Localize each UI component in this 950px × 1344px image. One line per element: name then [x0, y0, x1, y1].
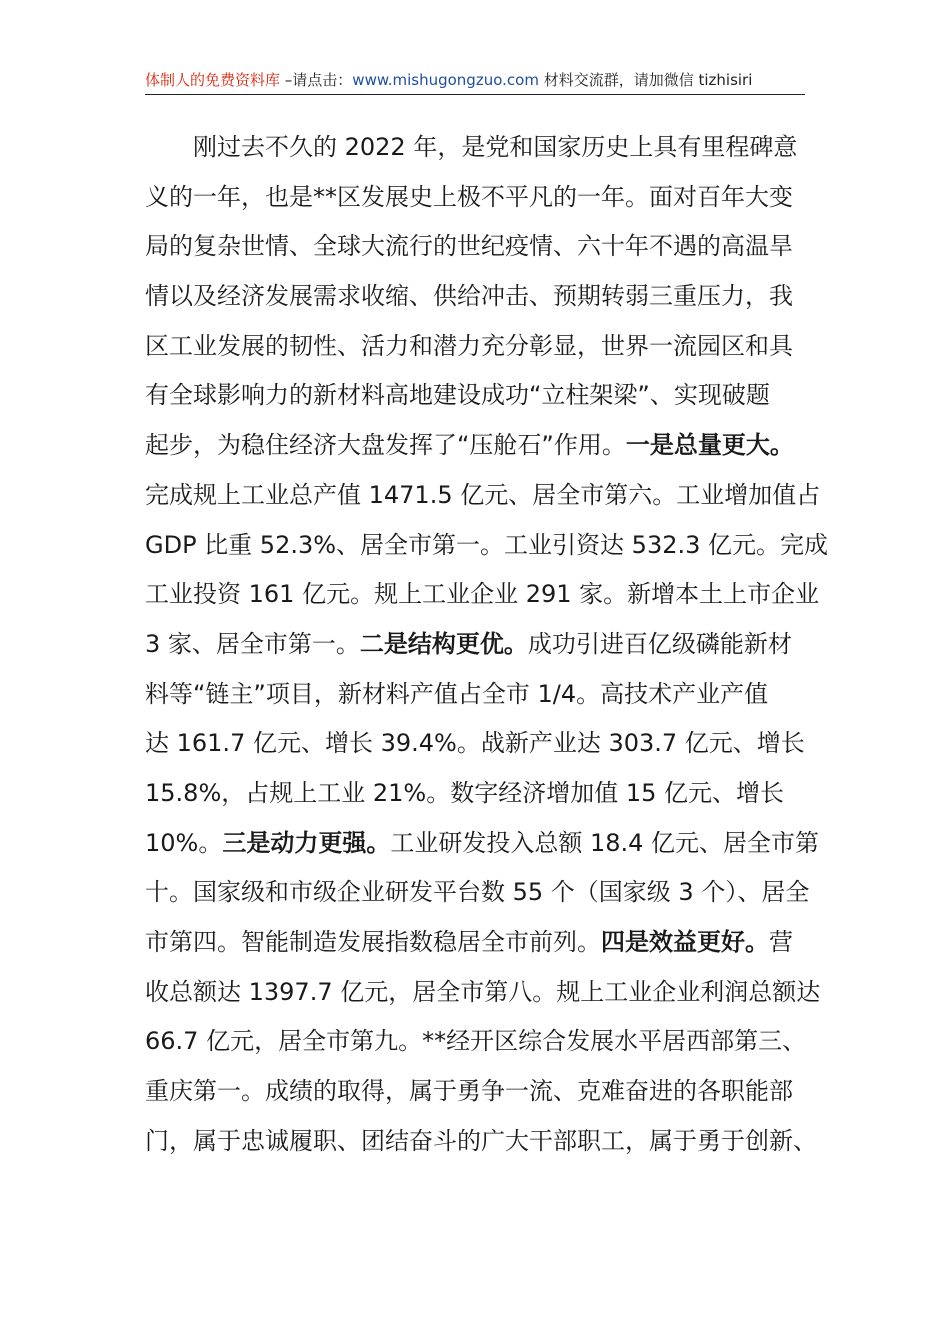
text-line	[145, 670, 810, 720]
text-run: 重庆第一。成绩的取得，属于勇争一流、克难奋进的各职能部	[145, 1077, 793, 1106]
bold-heading: 三是动力更强。	[222, 828, 391, 857]
text-run: GDP 比重 52.3%、居全市第一。工业引资达 532.3 亿元。完成	[145, 530, 829, 559]
text-line	[145, 769, 810, 819]
text-line	[145, 819, 820, 869]
text-line	[145, 371, 810, 421]
text-run: 料等“链主”项目，新材料产值占全市 1/4。高技术产业产值	[145, 679, 769, 708]
text-run: 10%。	[145, 828, 223, 857]
text-run: 局的复杂世情、全球大流行的世纪疫情、六十年不遇的高温旱	[145, 232, 793, 261]
text-line	[145, 222, 810, 272]
text-line	[145, 421, 810, 471]
text-run: 区工业发展的韧性、活力和潜力充分彰显，世界一流园区和具	[145, 331, 793, 360]
text-line	[145, 173, 810, 223]
text-run: 3 家、居全市第一。	[145, 629, 360, 658]
text-run: 工业投资 161 亿元。规上工业企业 291 家。新增本土上市企业	[145, 580, 820, 609]
text-run: 门，属于忠诚履职、团结奋斗的广大干部职工，属于勇于创新、	[145, 1126, 817, 1155]
text-run: 营	[769, 928, 793, 956]
text-line	[145, 1017, 810, 1067]
header-brand: 体制人的免费资料库	[145, 71, 281, 89]
text-line	[145, 868, 810, 918]
text-run: 市第四。智能制造发展指数稳居全市前列。	[145, 928, 601, 956]
text-run: 达 161.7 亿元、增长 39.4%。战新产业达 303.7 亿元、增长	[145, 729, 805, 758]
bold-heading: 二是结构更优。	[359, 629, 528, 658]
text-run: 十。国家级和市级企业研发平台数 55 个（国家级 3 个）、居全	[145, 878, 810, 907]
text-line	[145, 570, 820, 620]
text-line	[145, 471, 821, 521]
text-line	[145, 272, 810, 322]
text-run: 情以及经济发展需求收缩、供给冲击、预期转弱三重压力，我	[145, 282, 793, 311]
text-line	[145, 1117, 817, 1167]
text-line	[145, 322, 810, 372]
bold-heading: 一是总量更大。	[625, 431, 794, 460]
text-run: 有全球影响力的新材料高地建设成功“立柱架梁”、实现破题	[145, 381, 770, 410]
text-run: 工业研发投入总额 18.4 亿元、居全市第	[390, 828, 820, 857]
header-contact: 材料交流群，请加微信 tizhisiri	[538, 71, 753, 89]
text-run: 收总额达 1397.7 亿元，居全市第八。规上工业企业利润总额达	[145, 977, 821, 1006]
header-url-link[interactable]: www.mishugongzuo.com	[352, 71, 539, 89]
text-run: 15.8%，占规上工业 21%。数字经济增加值 15 亿元、增长	[145, 778, 785, 807]
header-prompt: –请点击：	[280, 71, 353, 89]
text-line	[145, 521, 829, 571]
text-run: 刚过去不久的 2022 年，是党和国家历史上具有里程碑意	[145, 133, 798, 161]
text-run: 66.7 亿元，居全市第九。**经开区综合发展水平居西部第三、	[145, 1027, 807, 1056]
text-run: 完成规上工业总产值 1471.5 亿元、居全市第六。工业增加值占	[145, 480, 821, 509]
document-body	[145, 123, 829, 1166]
text-line	[145, 719, 810, 769]
text-line	[145, 123, 810, 173]
text-run: 起步，为稳住经济大盘发挥了“压舱石”作用。	[145, 431, 626, 460]
bold-heading: 四是效益更好。	[601, 928, 769, 956]
page-header	[145, 68, 805, 95]
text-line	[145, 620, 810, 670]
text-run: 义的一年，也是**区发展史上极不平凡的一年。面对百年大变	[145, 182, 793, 211]
text-run: 成功引进百亿级磷能新材	[527, 629, 792, 658]
text-line	[145, 1067, 810, 1117]
text-line	[145, 968, 821, 1018]
text-line	[145, 918, 810, 968]
